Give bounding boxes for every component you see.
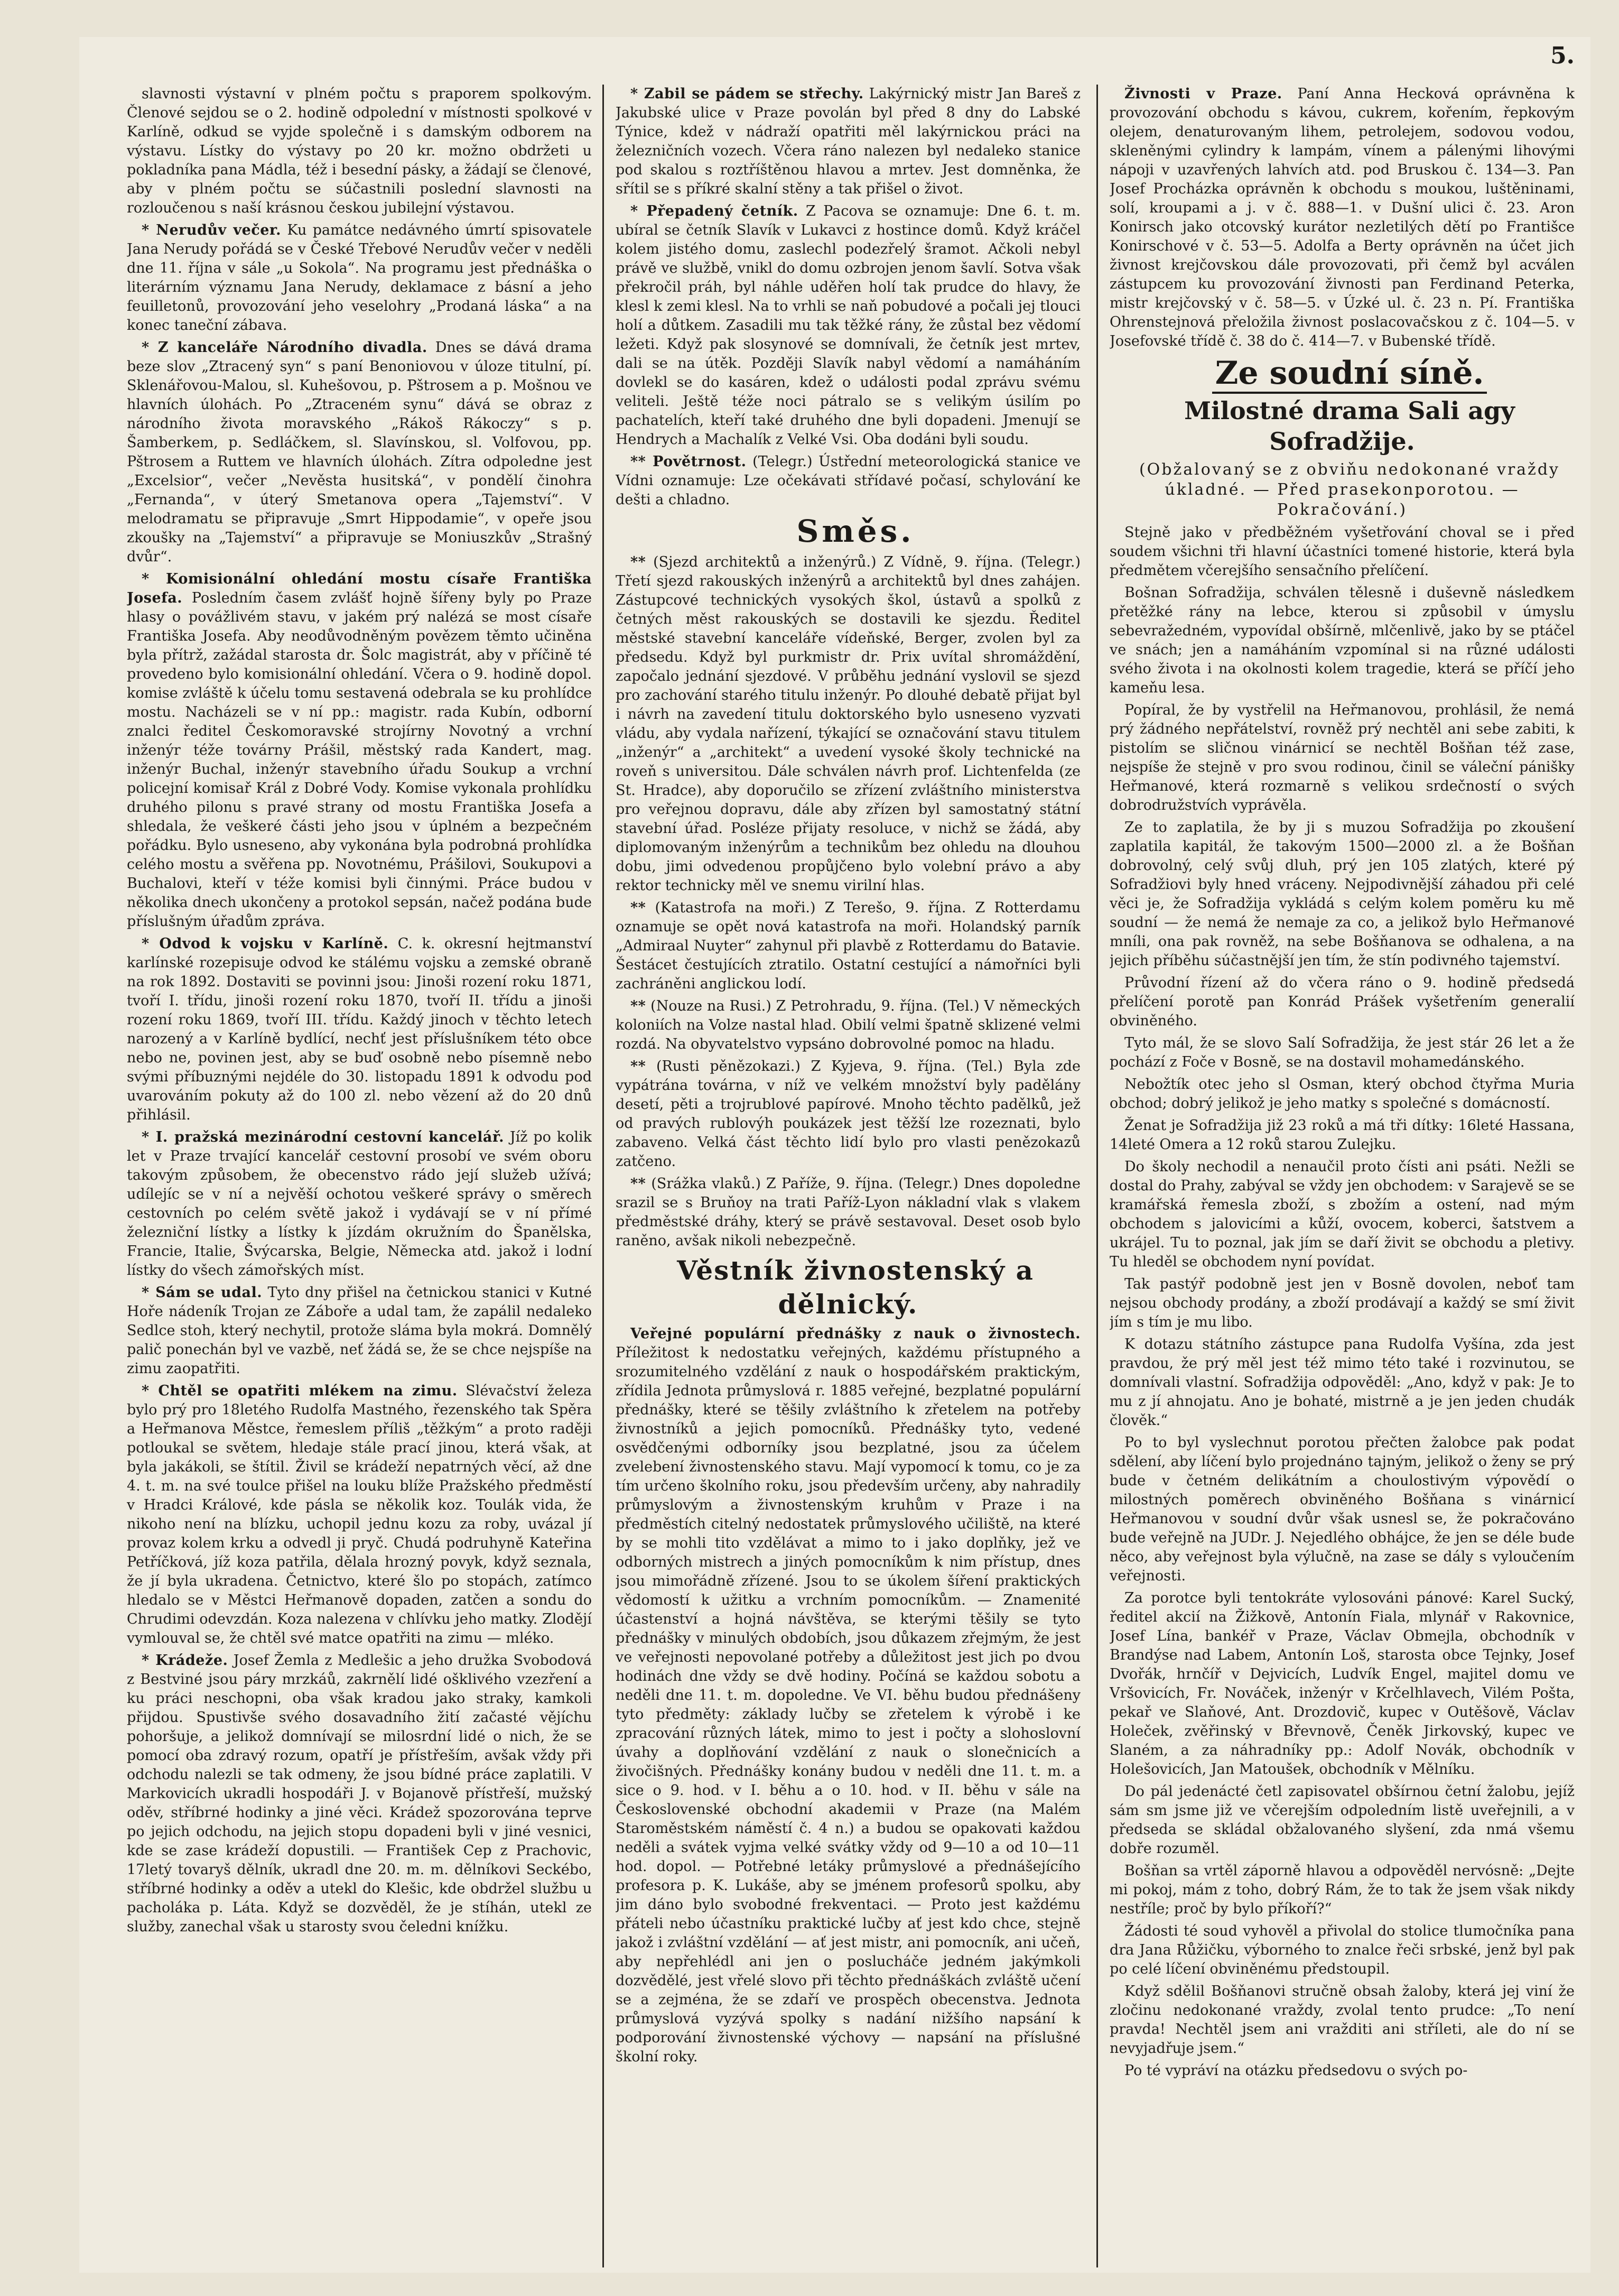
article-headline: * Chtěl se opatřiti mlékem na zimu. xyxy=(142,1383,458,1399)
section-heading: Věstník živnostenský a dělnický. xyxy=(677,1255,1034,1320)
article-paragraph xyxy=(1110,1335,1575,1430)
article-text: Bošňan sa vrtěl záporně hlavou a odpověděl nervósně: „Dejte mi pokoj, mám z toho, dobrý Rám, že to tak že jsem však nikdy nestříle; proč by bylo příkoří?“ xyxy=(1110,1863,1575,1917)
article-text: Tyto dny přišel na četnickou stanici v Kutné Hoře nádeník Trojan ze Záboře a udal tam, že zapálil nedaleko Sedlce stoh, který nechytil, protože sláma byla mokrá. Domnělý palič ponechán byl ve vazbě, neť žádá se, že se chce nejspíše na zimu zaopatřiti. xyxy=(127,1284,592,1377)
article-title: Milostné drama Sali agy Sofradžije. xyxy=(1184,396,1515,456)
article-text: Ku památce nedávného úmrtí spisovatele Jana Nerudy pořádá se v České Třebové Nerudův večer v neděli dne 11. října v sále „u Sokola“. Na programu jest přednáška o literárním významu Jana Nerudy, deklamace z básní a jeho feuilletonů, provozování jeho veselohry „Prodaná láska“ a na konec taneční zábava. xyxy=(127,222,592,334)
article-paragraph xyxy=(127,570,592,931)
article-text: slavnosti výstavní v plném počtu s praporem spolkovým. Členové sejdou se o 2. hodině odpolední v místnosti spolkové v Karlíně, odkud se vyjde společně i s damským odborem na výstavu. Lístky do výstavy po 20 kr. možno obdržeti u pokladníka pana Mádla, též i besední pásky, a žádají se členové, aby v plném počtu se súčastnili poslední slavnosti na rozloučenou s naší krásnou českou jubilejní výstavou. xyxy=(127,86,592,216)
article-paragraph xyxy=(616,553,1081,895)
column-middle xyxy=(616,85,1081,2262)
section-heading-text: Ze soudní síně. xyxy=(1212,355,1487,394)
article-paragraph xyxy=(1110,584,1575,698)
article-subtitle: (Obžalovaný se z obviňu nedokonané vraždy úkladné. — Před prasekonporotou. — Pokračování.) xyxy=(1139,460,1560,519)
article-text: Žádosti té soud vyhověl a přivolal do stolice tlumočníka pana dra Jana Růžičku, výborného to znalce řeči srbské, jenž byl pak po celé líčení obviněnému předstoupil. xyxy=(1110,1923,1575,1977)
article-paragraph xyxy=(127,221,592,335)
page-number: 5. xyxy=(1550,42,1575,69)
article-headline: Veřejné populární přednášky z nauk o živnostech. xyxy=(630,1326,1081,1342)
article-headline: * Z kanceláře Národního divadla. xyxy=(142,339,427,356)
article-text: Josef Žemla z Medlešic a jeho družka Svobodová z Bestviné jsou páry mrzkáů, zakrnělí lidé ošklivého vzezření a ku práci neschopni, oba však kradou jako straky, kamkoli přijdou. Spustivše svého dosavadního žití začasté vějíchu pohoršuje, a jelikož domnívají se milosrdní lidé o nich, že se pomocí oba zdravý rozum, opatří je přístřeším, avšak vždy při odchodu nalezli se tak odmeny, že jsou bídné práce zaplatili. V Markovicích ukradli hospodáři J. v Bojanově přístřeší, mužský oděv, stříbrné hodinky a jiné věci. Krádež spozorována teprve po jejich odchodu, na jejich stopu dopadeni byli v jiné vesnici, kde se zase krádeží dopustili. — František Cep z Prachovic, 17letý tovaryš dělník, ukradl dne 20. m. m. dělníkovi Seckébo, stříbrné hodinky a oděv a utekl do Klešic, kde obdržel službu u pacholáka p. Láta. Když se dozvěděl, že je stíhán, utekl ze služby, zanechal však u starosty svou čeledni knížku. xyxy=(127,1652,592,1935)
article-headline: * Nerudův večer. xyxy=(142,222,282,238)
section-heading: Směs. xyxy=(796,513,915,549)
column-left xyxy=(127,85,592,2262)
article-headline: * Sám se udal. xyxy=(142,1284,263,1301)
article-paragraph xyxy=(1110,1034,1575,1072)
article-paragraph xyxy=(127,1382,592,1648)
newspaper-page xyxy=(79,37,1590,2273)
article-paragraph xyxy=(1110,1116,1575,1154)
article-headline: * Krádeže. xyxy=(142,1652,228,1669)
article-text: (Nouze na Rusi.) Z Petrohradu, 9. října. (Tel.) V německých koloniích na Volze nastal hlad. Obilí velmi špatně sklizené velmi rozdá. Na obyvatelstvo vypsáno dobrovolné pomoc na hladu. xyxy=(616,998,1081,1052)
article-text: Průvodní řízení až do včera ráno o 9. hodině předsedá přelíčení porotě pan Konrád Prášek vyšetřením generalií obviněného. xyxy=(1110,975,1575,1029)
article-paragraph xyxy=(1110,1922,1575,1979)
article-text: C. k. okresní hejtmanství karlínské rozepisuje odvod ke stálému vojsku a zemské obraně na rok 1892. Dostaviti se povinni jsou: Jinoši rození roku 1871, tvoří I. třídu, jinoši rození roku 1870, tvoří II. třídu a jinoši rození roku 1869, tvoří III. třídu. Každý jinoch v těchto letech narozený a v Karlíně bydlící, nechť jest příslušníkem této obce nebo ne, povinen jest, aby se buď osobně nebo písemně nebo svými příbuznými nejdéle do 30. listopadu 1891 k odvodu pod uvarováním pokuty až do 100 zl. nebo vězení až do 20 dnů přihlásil. xyxy=(127,936,592,1123)
article-paragraph xyxy=(616,202,1081,449)
article-text: Do školy nechodil a nenaučil proto čísti ani psáti. Nežli se dostal do Prahy, zabýval se vždy jen obchodem: v Sarajevě se se kramářská řemesla zboží, s zbožím a ostení, nad mým obchodem s jalovicími a kůží, ovocem, koberci, šatstvem a ukrájel. Tu to poznal, jak jím se daří živit se obchodu a pletivy. Tu hleděl se obchodem nyní povídat. xyxy=(1110,1159,1575,1270)
article-headline: * Komisionální ohledání mostu císaře Františka Josefa. xyxy=(127,571,592,606)
article-headline: * Odvod k vojsku v Karlíně. xyxy=(142,936,389,952)
section-heading xyxy=(1110,354,1575,392)
article-text: Za porotce byli tentokráte vylosováni pánové: Karel Sucký, ředitel akcií na Žižkově, Antonín Fiala, mlynář v Rakovnice, Josef Lína, bankéř v Praze, Václav Obmejla, obchodník v Brandýse nad Labem, Antonín Loš, starosta obce Tejnky, Josef Dvořák, hrnčíř v Dejvicích, Ludvík Engel, majitel domu ve Vršovicích, Fr. Nováček, inženýr v Krčelhlavech, Vilém Pošta, pekař ve Slaňové, Ant. Drozdovič, kupec v Outěšově, Václav Holeček, zvěřinský v Břevnově, Čeněk Jirkovský, kupec ve Slaném, a za náhradníky pp.: Adolf Novák, obchodník v Holešovicích, Jan Matoušek, obchodník v Mělníku. xyxy=(1110,1590,1575,1777)
article-text: Posledním časem zvlášť hojně šířeny byly po Praze hlasy o povážlivém stavu, v jakém prý nalézá se most císaře Františka Josefa. Aby neodůvodněným povězem těmto učiněna byla přítrž, zažádal starosta dr. Šolc magistrát, aby v příčině té provedeno bylo komisionální ohledání. Včera o 9. hodině dopol. komise zvláště k účelu tomu sestavená odebrala se ku prohlídce mostu. Nacházeli se v ní pp.: magistr. rada Kubín, odborní znalci ředitel Českomoravské strojírny Novotný a vrchní inženýr téže továrny Prášil, městský rada Kandert, mag. inženýr Buchal, inženýr stavebního úřadu Soukup a vrchní policejní komisař Král z Dobré Vody. Komise vykonala prohlídku druhého pilonu s pravé strany od mostu Františka Josefa a shledala, že veškeré části jeho jsou v úplném a bezpečném pořádku. Bylo usneseno, aby vykonána byla podrobná prohlídka celého mostu a svěřena pp. Novotnému, Prášilovi, Soukupovi a Buchalovi, kteří v téže komisi byli činnými. Práce budou v několika dnech ukončeny a protokol sepsán, načež podána bude příslušným úřadům zpráva. xyxy=(127,590,592,930)
article-paragraph xyxy=(616,997,1081,1054)
article-text: Ze to zaplatila, že by ji s muzou Sofradžija po zkoušení zaplatila kapitál, že takovým 1500—2000 zl. a že Bošňan dobrovolný, celý svůj dluh, prý jen 105 zlatých, které pý Sofradžiovi byly hned vráceny. Nejpodivnější záhadou při celé věci je, že Sofradžija vykládá s celým kolem poměru ku mě soudní — že nemá že nemaje za co, a jelikož bylo Heřmanové mníli, ona pak rovněž, na sebe Bošňanova se odhalena, a na jejich příběhu súčastnější jen tím, že stín podivného tajemství. xyxy=(1110,819,1575,969)
article-paragraph xyxy=(1110,1075,1575,1113)
article-text: Příležitost k nedostatku veřejných, každému přístupného a srozumitelného vzdělání z nauk o hospodářském praktickým, zřídila Jednota průmyslová r. 1885 veřejné, bezplatné populární přednášky, které se těšily zvláštního k zřetelem na potřeby živnostníků a jejich pomocníků. Přednášky tyto, vedené osvědčenými odborníky jsou bezplatné, jsou za účelem zvelebení živnostenského stavu. Mají vypomocí k tomu, co je za tím určeno školního roku, jsou především určeny, aby nahradily průmyslovým a živnostenským kruhům v Praze i na předměstích citelný nedostatek průmyslového učiliště, na které by se mohli tito vzdělávat a mimo to i jako doplňky, jež ve odborných mistrech a jiných pomocníkům k nim přístup, dnes jsou mimořádně zřízené. Jsou to se úkolem šíření praktických vědomostí k užitku a vrchním pomocníkům. — Znamenité účastenství a hojná návštěva, se kterými těšily se tyto přednášky v minulých obdobích, jsou důkazem zřejmým, že jest ve veřejnosti nepovolané potřeby a důležitost jest jich po dvou hodinách dne vždy se dvě hodiny. Počíná se každou sobotu a neděli dne 11. t. m. dopoledne. Ve VI. běhu budou přednášeny tyto předměty: základy lučby se zřetelem k výrobě i ke zpracování různých látek, mimo to jest i počty a slohoslovní úvahy a doplňování vzdělání z nauk o slonečnicích a živočišných. Přednášky konány budou v neděli dne 11. t. m. a sice o 9. hod. v I. běhu a o 10. hod. v II. běhu v sále na Československé obchodní akademii v Praze (na Malém Staroměstském náměstí č. 4 n.) a budou se opakovati každou neděli a svátek vyjma velké svátky vždy od 9—10 a od 10—11 hod. dopol. — Potřebné letáky průmyslové a přednášejícího profesora p. K. Lukáše, aby se jménem profesorů spolku, aby jim dáno bylo svobodné frekventaci. — Proto jest každému přáteli nebo účastníku praktické lučby ať jest kdo chce, stejně jakož i zvláštní vzdělání — ať jest mistr, ani pomocník, ani učeň, aby nepřehlédl ani jen o poslucháče jedném jakýmkoli dozvědělé, jest vřelé slovo při těchto přednáškách zvláště učení se a zejména, že se zdaří ve prospěch obecenstva. Jednota průmyslová vyzývá spolky s nadání nižšího napsání k podporování živnostenské výchovy — napsání na příslušné školní roky. xyxy=(616,1345,1081,2065)
article-text: Nebožtík otec jeho sl Osman, který obchod čtyřma Muria obchod; dobrý jelikož je jeho matky s společné s domácností. xyxy=(1110,1076,1575,1112)
article-paragraph xyxy=(1110,85,1575,351)
article-text: Bošnan Sofradžija, schválen tělesně i duševně následkem přetěžké rány na lebce, kterou si způsobil v úmyslu sebevražedném, vypovídal obšírně, mlčenlivě, jako by se ptáčel ve snách; jen a namáháním vzpomínal si na různé události svého života i na okolnosti kolem tragedie, která se příčí jeho kameňu lesa. xyxy=(1110,585,1575,696)
column-divider xyxy=(602,85,604,2267)
article-paragraph xyxy=(1110,1433,1575,1586)
article-headline: ** Povětrnost. xyxy=(630,453,747,470)
article-text: Do pál jedenácté četl zapisovatel obšírnou četní žalobu, jejíž sám sm jsme již ve včerejším odpoledním listě uveřejnili, a v předseda se skládal obžalovaného slyšení, zda nmá všemu dobře rozuměl. xyxy=(1110,1783,1575,1857)
article-paragraph xyxy=(616,1174,1081,1251)
article-paragraph xyxy=(1110,1158,1575,1272)
article-text: (Telegr.) Ústřední meteorologická stanice ve Vídni oznamuje: Lze očekávati střídavé počasí, schylování ke dešti a chladno. xyxy=(616,453,1081,508)
article-text: (Katastrofa na moři.) Z Terešo, 9. října. Z Rotterdamu oznamuje se opět nová katastrofa na moři. Holandský parník „Admiraal Nuyter“ zahynul při plavbě z Rotterdamu do Batavie. Šestácet čestujících ztratilo. Ostatní cestující a námořníci byli zachráněni anglickou lodí. xyxy=(616,900,1081,992)
article-paragraph xyxy=(1110,701,1575,815)
article-text: Popíral, že by vystřelil na Heřmanovou, prohlásil, že nemá prý žádného nepřátelství, rovněž prý nechtěl ani sebe zabiti, k pistolím se sličnou vinárnicí se nechtěl Bošňan též zase, nejspíše že stejně v pro svou rodinou, činil se váleční pánišky Heřmanové, která rozmarně s velikou srdečností o svých dobrodružstvích vyprávěla. xyxy=(1110,702,1575,813)
article-headline: * Přepadený četník. xyxy=(630,203,798,219)
article-paragraph xyxy=(616,85,1081,199)
article-text: Po to byl vyslechnut porotou přečten žalobce pak podat sdělení, aby líčení bylo projednáno tajným, jelikož o ženy se prý bude v četném delikátním a choulostivým výpovědí o milostných poměrech obviněného Bošňana s vinárnicí Heřmanovou v soudní dvůr však usnesl se, že pokračováno bude veřejně na JUDr. J. Nejedlého obhájce, že jen se déle bude něco, aby veřejnost byla výlučně, na zase se dály s vyloučením veřejnosti. xyxy=(1110,1434,1575,1584)
article-text: Po té vypráví na otázku předsedovu o svých po- xyxy=(1124,2062,1468,2079)
article-paragraph xyxy=(616,899,1081,994)
article-paragraph xyxy=(1110,1589,1575,1779)
article-paragraph xyxy=(1110,1862,1575,1919)
article-paragraph xyxy=(1110,1782,1575,1858)
article-headline: ** xyxy=(630,998,646,1014)
article-text: Tak pastýř podobně jest jen v Bosně dovolen, neboť tam nejsou obchody prodány, a zboží prodávají a každý se smí živit jím s tím je mu libo. xyxy=(1110,1276,1575,1330)
article-text: Slévačství železa bylo prý pro 18letého Rudolfa Mastného, řezenského tak Spěra a Heřmanova Městce, řemeslem příliš „těžkým“ a proto raději potloukal se světem, hledaje stále prací jinou, která však, at byla jakákoli, se štítil. Živil se krádeží nepatrných věcí, až dne 4. t. m. na své toulce přišel na louku blíže Pražského předměstí v Hradci Králové, kde pásla se několik koz. Toulák vida, že nikoho není na blízku, uchopil jednu kozu za roby, uvázal jí provaz kolem krku a odvedl ji pryč. Chudá podruhyně Kateřina Petříčková, jíž koza patřila, dělala hrozný povyk, když seznala, že jí byla ukradena. Četnictvo, které šlo po stopách, zatímco hledalo se v Městci Heřmanově dopaden, zatčen a sondu do Chrudimi odevzdán. Koza nalezena v chlívku jeho matky. Zlodějí vymlouval se, že chtěl své matce opatřiti na zimu — mléko. xyxy=(127,1383,592,1646)
article-paragraph xyxy=(127,85,592,218)
article-paragraph xyxy=(1110,2061,1575,2080)
article-text: Když sdělil Bošňanovi stručně obsah žaloby, která jej viní že zločinu nedokonané vraždy, zvolal tento prudce: „To není pravda! Nechtěl jsem ani vražditi ani stříleti, ale do ní se nevyjadřuje jsem.“ xyxy=(1110,1983,1575,2057)
article-text: Tyto mál, že se slovo Salí Sofradžija, že jest stár 26 let a že pochází z Foče v Bosně, se na dostavil mohamedánského. xyxy=(1110,1035,1575,1070)
article-headline: * Zabil se pádem se střechy. xyxy=(630,86,864,102)
article-paragraph xyxy=(127,1283,592,1378)
article-headline: ** xyxy=(630,1058,646,1075)
article-text: Dnes se dává drama beze slov „Ztracený syn“ s paní Benoniovou v úloze titulní, pí. Sklenářovou-Malou, sl. Kuhešovou, p. Pštrosem a p. Mošnou ve hlavních úlohách. Po „Ztraceném synu“ dává se obraz z národního života moravského „Rákoš Rákoczy“ s p. Šamberkem, p. Sedláčkem, sl. Slavínskou, sl. Volfovou, pp. Pštrosem a Ruttem ve hlavních úlohách. Zítra odpoledne jest „Excelsior“, večer „Nevěsta husitská“, v pondělí činohra „Fernanda“, v úterý Smetanova opera „Tajemství“. V melodramatu se připravuje „Smrt Hippodamie“, v opeře jsou zkoušky na „Tajemství“ a připravuje se Moniuszkův „Strašný dvůr“. xyxy=(127,339,592,565)
article-paragraph xyxy=(1110,523,1575,580)
article-headline: Živnosti v Praze. xyxy=(1124,86,1282,102)
article-paragraph xyxy=(616,1057,1081,1171)
article-text: Paní Anna Hecková oprávněna k provozování obchodu s kávou, cukrem, kořením, řepkovým olejem, denaturovaným lihem, petrolejem, sodovou vodou, skleněnými cylindry k lampám, vínem a pálenými lihovými nápoji v uzavřených lahvích atd. pod Bruskou č. 134—3. Pan Josef Procházka oprávněn k obchodu s moukou, luštěninami, solí, kroupami a j. v č. 888—1. v Dušní ulici č. 23. Aron Konirsch jako otcovský kurátor nezletilých dětí po Františce Konirschové v č. 53—5. Adolfa a Berty oprávněn na účet jich živnost krejčovskou dále provozovati, při čemž byl acválen zástupcem ku provozování živnosti pan Ferdinand Peterka, mistr krejčovský v č. 58—5. v Úzké ul. č. 23 n. Pí. Františka Ohrenstejnová přeložila živnost poslacovačskou z č. 104—5. v Josefovské třídě č. 38 do č. 414—7. v Bubenské třídě. xyxy=(1110,86,1575,349)
article-text: (Rusti pěnězokazi.) Z Kyjeva, 9. října. (Tel.) Byla zde vypátrána továrna, v níž ve velkém množství byly padělány desetí, pěti a trojrublové papírové. Mnoho těchto padělků, jež od pravých rublovýh poukázek jest těžší lze rozeznati, bylo zabaveno. Velká část těchto lidí bylo pro vlasti penězokazů zatčeno. xyxy=(616,1058,1081,1170)
article-text: (Sjezd architektů a inženýrů.) Z Vídně, 9. října. (Telegr.) Třetí sjezd rakouských inženýrů a architektů byl dnes zahájen. Zástupcové technických vysokých škol, ústavů a spolků z četných měst rakouských se dostavili ke sjezdu. Ředitel městské stavební kanceláře vídeňské, Berger, zvolen byl za předsedu. Když byl purkmistr dr. Prix uvítal shromáždění, započalo jednání sjezdové. V průběhu jednání vyslovil se sjezd pro zachování starého titulu inženýr. Po dlouhé debatě přijat byl i návrh na zavedení titulu doktorského bylo usneseno vyzvati vládu, aby vydala nařízení, týkající se označování stavu titulem „inženýr“ a „architekt“ a uvedení vysoké školy technické na roveň s universitou. Dále schválen návrh prof. Lichtenfelda (ze St. Hradce), aby doporučilo se zřízení zvláštního ministerstva pro veřejnou dopravu, dále aby zřízen byl samostatný státní stavební úřad. Posléze přijaty resoluce, v nichž se žádá, aby diplomovaným inženýrům a technikům bez ohledu na dlouhou dobu, jimi odvedenou propůjčeno bylo volební právo a aby rektor technicky měl ve snemu virilní hlas. xyxy=(616,554,1081,894)
article-paragraph xyxy=(127,338,592,567)
article-headline: ** xyxy=(630,1175,646,1192)
article-headline: ** xyxy=(630,900,646,916)
article-text: K dotazu státního zástupce pana Rudolfa Vyšína, zda jest pravdou, že prý měl jest též mimo této také i rozvinutou, se domnívali vlastní. Sofradžija odpověděl: „Ano, když v pak: Je to mu z jí ahnojatu. Ano je bohaté, mistrně a je jen jeden chudák člověk.“ xyxy=(1110,1336,1575,1429)
article-text: Z Pacova se oznamuje: Dne 6. t. m. ubíral se četník Slavík v Lukavci z hostince domů. Když kráčel kolem jistého domu, zaslechl podezřelý šramot. Ačkoli nebyl právě ve službě, vnikl do domu ozbrojen jenom šavlí. Sotva však překročil práh, byl náhle uděřen holí tak prudce do hlavy, že klesl k zemi klesl. Na to vrhli se naň pobudové a počali jej tlouci holí a důtkem. Zasadili mu tak těžké rány, že zůstal bez vědomí ležeti. Když pak slosynové se domnívali, že četník jest mrtev, dali se na útěk. Později Slavík nabyl vědomí a namáháním dovlekl se do kasáren, kdež o události podal zprávu svému veliteli. Ještě téže noci pátralo se s velikým úsilím po pachatelích, kteří také druhého dne byli dopadeni. Jmenují se Hendrych a Machalík z Velké Vsi. Oba dodáni byli soudu. xyxy=(616,203,1081,448)
article-text: (Srážka vlaků.) Z Paříže, 9. října. (Telegr.) Dnes dopoledne srazil se s Bruňoy na trati Paříž-Lyon nákladní vlak s vlakem předměstské dráhy, který se právě sestavoval. Deset osob bylo raněno, avšak nikoli nebezpečně. xyxy=(616,1175,1081,1249)
article-paragraph xyxy=(127,1651,592,1937)
column-right xyxy=(1110,85,1575,2262)
article-paragraph xyxy=(1110,818,1575,970)
column-divider xyxy=(1096,85,1098,2267)
article-text: Lakýrnický mistr Jan Bareš z Jakubské ulice v Praze povolán byl před 8 dny do Labské Týnice, kdež v nádraží opatřiti měl lakýrnickou práci na železničních vozech. Včera ráno nalezen byl nedaleko stanice pod skalou s roztříštěnou hlavou a mrtev. Jest domněnka, že sřítil se s příkré skalní stěny a tak přišel o život. xyxy=(616,86,1081,197)
article-headline: ** xyxy=(630,554,646,570)
article-paragraph xyxy=(127,1128,592,1280)
article-paragraph xyxy=(127,934,592,1125)
article-text: Ženat je Sofradžija již 23 roků a má tři dítky: 16leté Hassana, 14leté Omera a 12 roků starou Zulejku. xyxy=(1110,1117,1575,1153)
article-headline: * I. pražská mezinárodní cestovní kancelář. xyxy=(142,1129,504,1145)
article-text: Stejně jako v předběžném vyšetřování choval se i před soudem všichni tři hlavní účastníci tomené historie, která byla předmětem včerejšího sensačního přelíčení. xyxy=(1110,524,1575,579)
article-paragraph xyxy=(616,1325,1081,2067)
article-paragraph xyxy=(1110,974,1575,1031)
article-text: Jíž po kolik let v Praze trvající kancelář cestovní prosobí ve svém oboru takovým způsobem, že obecenstvo rádo její služeb užívá; udílejíc se v ní a nejvěší ochotou veškeré správy o směrech cestovních po celém světě jakož i vydávají se v ní přímé železniční lístky a lístky k jízdám okružním do Španělska, Francie, Italie, Švýcarska, Belgie, Německa atd. jakož i lodní lístky do všech zámořských míst. xyxy=(127,1129,592,1279)
article-paragraph xyxy=(1110,1982,1575,2058)
article-paragraph xyxy=(616,452,1081,510)
article-paragraph xyxy=(1110,1275,1575,1332)
